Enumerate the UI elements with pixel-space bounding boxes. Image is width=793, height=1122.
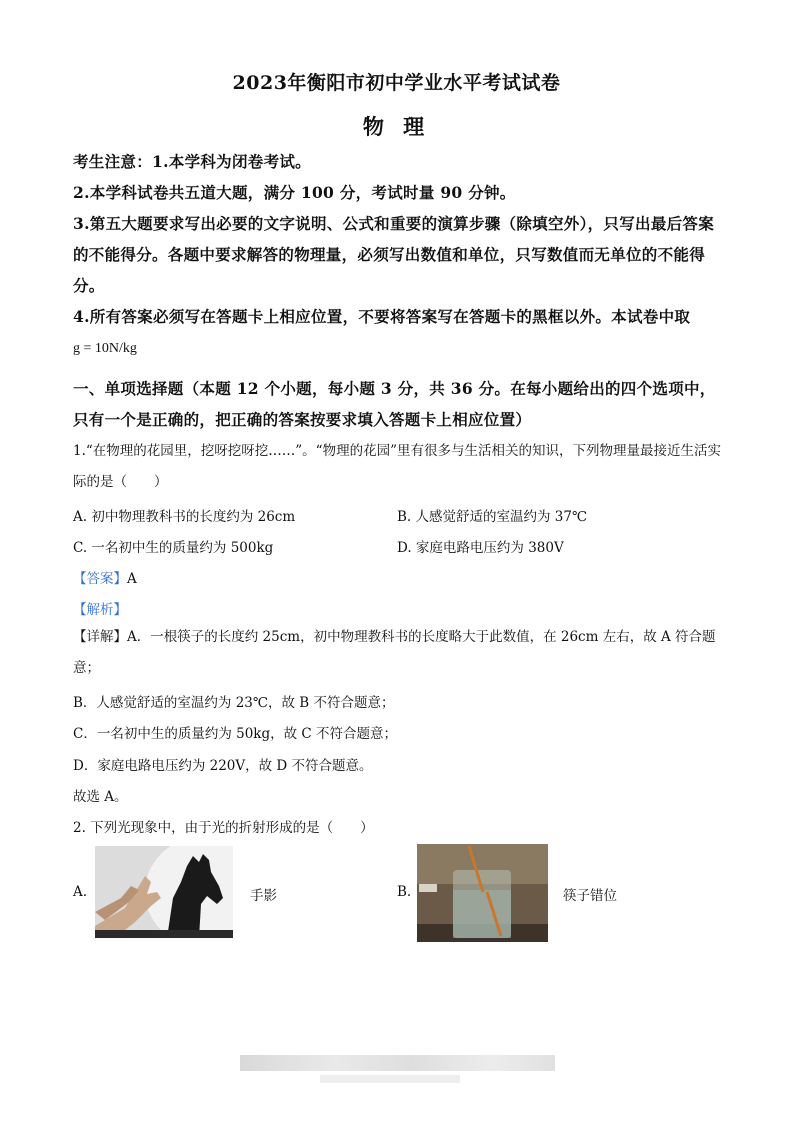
q2-option-a-label: 手影 [250, 888, 277, 904]
blurred-watermark-sub [320, 1075, 460, 1083]
q2-option-b-label: 筷子错位 [563, 888, 617, 904]
question-2-stem: 2. 下列光现象中，由于光的折射形成的是（ ） [73, 820, 374, 836]
q1-option-b: B. 人感觉舒适的室温约为 37℃ [397, 509, 588, 525]
analysis-tag: 【解析】 [73, 602, 127, 618]
notice-line-4: 4.所有答案必须写在答题卡上相应位置，不要将答案写在答题卡的黑框以外。本试卷中取 [73, 307, 691, 326]
notice-line-1: 考生注意：1.本学科为闭卷考试。 [73, 152, 311, 171]
notice-line-2: 2.本学科试卷共五道大题，满分 100 分，考试时量 90 分钟。 [73, 183, 516, 202]
notice-line-3: 3.第五大题要求写出必要的文字说明、公式和重要的演算步骤（除填空外），只写出最后答案的不能得分。各题中要求解答的物理量，必须写出数值和单位，只写数值而无单位的不能得分。 [73, 214, 715, 295]
blurred-watermark [240, 1055, 555, 1071]
q1-option-a: A. 初中物理教科书的长度约为 26cm [73, 509, 296, 525]
chopstick-in-water-image [417, 844, 548, 942]
detail-d: D．家庭电路电压约为 220V，故 D 不符合题意。 [73, 758, 373, 774]
q2-option-a-letter: A. [73, 884, 88, 900]
question-1-stem: 1.“在物理的花园里，挖呀挖呀挖……”。“物理的花园”里有很多与生活相关的知识，下列物理量最接近生活实际的是（ ） [73, 443, 721, 490]
hand-shadow-image [95, 846, 233, 938]
q1-option-c: C. 一名初中生的质量约为 500kg [73, 540, 274, 556]
q2-option-b-letter: B. [397, 884, 412, 900]
detail-tag: 【详解】 [73, 629, 127, 645]
exam-notice [73, 146, 725, 332]
section-1-heading: 一、单项选择题（本题 12 个小题，每小题 3 分，共 36 分。在每小题给出的四个选项中，只有一个是正确的，把正确的答案按要求填入答题卡上相应位置） [73, 379, 716, 429]
exam-title: 2023年衡阳市初中学业水平考试试卷 [232, 72, 561, 94]
answer-tag: 【答案】 [73, 571, 127, 587]
q1-detail [73, 622, 725, 684]
detail-a-text: A．一根筷子的长度约 25cm，初中物理教科书的长度略大于此数值，在 26cm 左右，故 A 符合题意； [73, 629, 716, 676]
q1-conclusion: 故选 A。 [73, 789, 128, 805]
q1-answer [73, 567, 137, 587]
detail-b: B．人感觉舒适的室温约为 23℃，故 B 不符合题意； [73, 695, 395, 711]
answer-value: A [127, 571, 137, 587]
q1-option-d: D. 家庭电路电压约为 380V [397, 540, 564, 556]
detail-c: C．一名初中生的质量约为 50kg，故 C 不符合题意； [73, 726, 398, 742]
subject-title: 物 理 [362, 114, 431, 139]
gravity-formula: g = 10N/kg [73, 341, 137, 356]
